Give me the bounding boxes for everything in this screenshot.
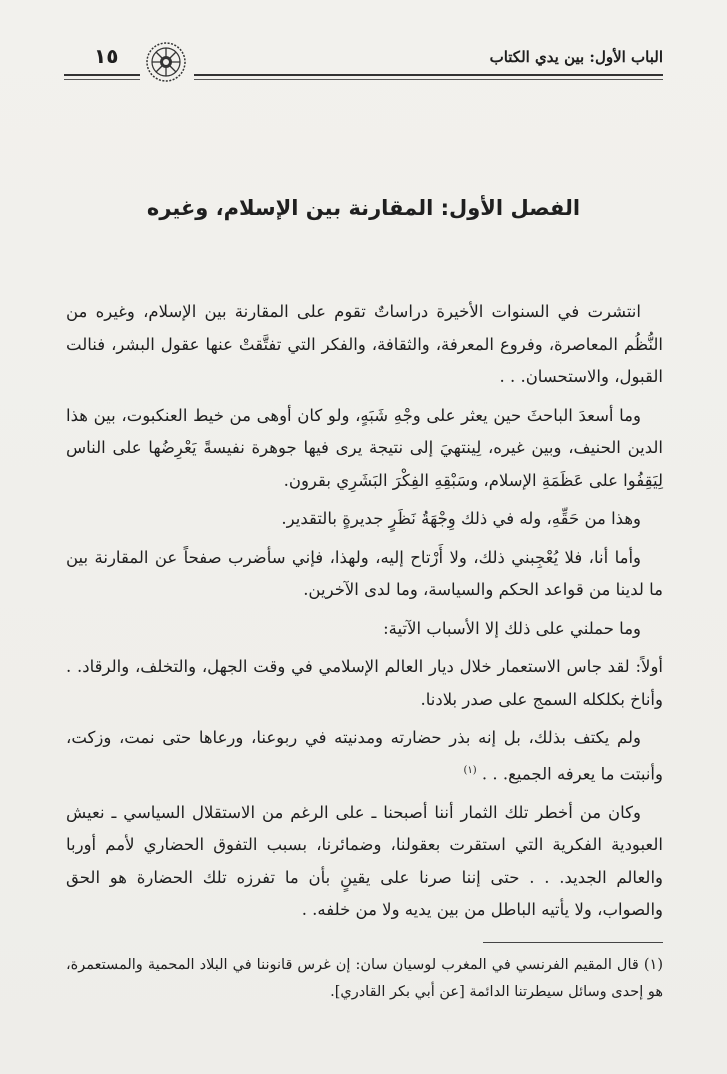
- paragraph: وهذا من حَقِّهِ، وله في ذلك وِجْهَةُ نَظَرٍ جديرةٍ بالتقدير.: [281, 509, 641, 528]
- footnotes: [66, 952, 663, 1006]
- paragraph: وكان من أخطر تلك الثمار أننا أصبحنا ـ على الرغم من الاستقلال السياسي ـ نعيش العبودية الفكرية التي استقرت بعقولنا، وضمائرنا، بسبب التفوق الحضاري لأمم أوربا والعالم الجديد. . . حتى إننا صرنا على يقينٍ بأن ما تفرزه تلك الحضارة هو الحق والصواب، ولا يأتيه الباطل من بين يديه ولا من خلفه. .: [66, 802, 663, 919]
- running-title: الباب الأول: بين يدي الكتاب: [489, 48, 663, 66]
- paragraph-text: ولم يكتف بذلك، بل إنه بذر حضارته ومدنيته في ربوعنا، ورعاها حتى نمت، وزكت، وأنبتت ما يعرفه الجميع. . .: [66, 728, 663, 783]
- paragraph: وما حملني على ذلك إلا الأسباب الآتية:: [383, 618, 641, 638]
- body-text: [66, 296, 663, 933]
- paragraph-with-footnote: [66, 722, 663, 791]
- page-header: [64, 44, 663, 84]
- ornament-icon: [144, 40, 188, 84]
- page-number: ١٥: [94, 44, 119, 68]
- header-rule-left-thin: [64, 79, 140, 80]
- footnote-marker: (١): [463, 764, 477, 776]
- paragraph: وما أسعدَ الباحثَ حين يعثر على وجْهِ شَبَهٍ، ولو كان أوهى من خيط العنكبوت، بين هذا الدين الحنيف، وبين غيره، لِينتهيَ إلى نتيجة يرى فيها جوهرة نفيسةً يَعْرِضُها على الناس لِيَقِفُوا على عَظَمَةِ الإسلام، وسَبْقِهِ الفِكْرَ البَشَرِي بقرون.: [66, 405, 663, 490]
- header-rule-left: [64, 74, 140, 76]
- paragraph: وأما أنا، فلا يُعْجِبني ذلك، ولا أَرْتاح إليه، ولهذا، فإني سأضرب صفحاً عن المقارنة بين ما لدينا من قواعد الحكم والسياسة، وما لدى الآخرين.: [66, 547, 663, 599]
- header-rule-thin: [194, 79, 663, 80]
- chapter-title: الفصل الأول: المقارنة بين الإسلام، وغيره: [146, 196, 581, 220]
- paragraph: أولاً: لقد جاس الاستعمار خلال ديار العالم الإسلامي في وقت الجهل، والتخلف، والرقاد. . وأناخ بكلكله السمج على صدر بلادنا.: [66, 657, 663, 709]
- footnote: (١) قال المقيم الفرنسي في المغرب لوسيان سان: إن غرس قانوننا في البلاد المحمية والمستعمرة، هو إحدى وسائل سيطرتنا الدائمة [عن أبي بكر القادري].: [66, 957, 663, 1000]
- footnote-divider: [483, 942, 663, 943]
- paragraph: انتشرت في السنوات الأخيرة دراساتٌ تقوم على المقارنة بين الإسلام، وغيره من النُّظُم المعاصرة، وفروع المعرفة، والثقافة، والفكر التي تفتَّقتْ عنها عقول البشر، فنالت القبول، والاستحسان. . .: [66, 302, 663, 386]
- header-rule: [194, 74, 663, 76]
